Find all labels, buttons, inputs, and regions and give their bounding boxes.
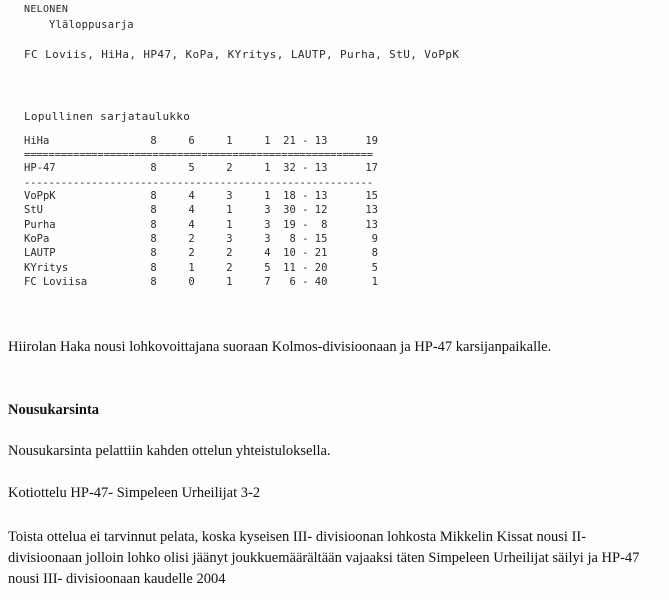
table-row: [24, 232, 378, 246]
standings-table: [24, 134, 378, 290]
series-subtitle: Yläloppusarja: [49, 19, 134, 31]
row-text: FC Loviisa 8 0 1 7 6 - 40 1: [24, 276, 379, 289]
row-text: KoPa 8 2 3 3 8 - 15 9: [24, 232, 379, 245]
paragraph-second-match: Toista ottelua ei tarvinnut pelata, koska kyseisen III- divisioonan lohkosta Mikkelin Kissat nousi II- divisioonaan jolloin lohko olisi jäänyt joukkuemäärältään vajaaksi täten Simpeleen Urheilijat säilyi ja HP-47 nousi III- divisioonaan kaudelle 2004: [8, 529, 644, 587]
table-row: [24, 218, 378, 232]
table-row: [24, 275, 378, 289]
table-separator-double: =========================================================: [24, 149, 373, 162]
row-text: HP-47 8 5 2 1 32 - 13 17: [24, 162, 379, 175]
heading-nousukarsinta: Nousukarsinta: [8, 402, 100, 418]
teams-list: FC Loviis, HiHa, HP47, KoPa, KYritys, LAUTP, Purha, StU, VoPpK: [24, 48, 460, 61]
table-row: [24, 189, 378, 203]
row-text: KYritys 8 1 2 5 11 - 20 5: [24, 261, 379, 274]
table-separator-single: ---------------------------------------------------------: [24, 176, 373, 189]
row-text: Purha 8 4 1 3 19 - 8 13: [24, 218, 379, 231]
table-row: [24, 203, 378, 217]
series-title: NELONEN: [24, 4, 69, 15]
table-row: [24, 134, 378, 148]
paragraph-promotion: Hiirolan Haka nousi lohkovoittajana suoraan Kolmos-divisioonaan ja HP-47 karsijanpaikalle.: [8, 339, 552, 355]
table-row: [24, 261, 378, 275]
table-row: [24, 161, 378, 175]
table-row: [24, 246, 378, 260]
paragraph-playoff-format: Nousukarsinta pelattiin kahden ottelun yhteistuloksella.: [8, 443, 331, 459]
paragraph-home-match: Kotiottelu HP-47- Simpeleen Urheilijat 3-2: [8, 485, 261, 501]
row-text: LAUTP 8 2 2 4 10 - 21 8: [24, 247, 379, 260]
row-text: VoPpK 8 4 3 1 18 - 13 15: [24, 189, 379, 202]
row-text: HiHa 8 6 1 1 21 - 13 19: [24, 135, 379, 147]
table-caption: Lopullinen sarjataulukko: [24, 110, 191, 123]
row-text: StU 8 4 1 3 30 - 12 13: [24, 204, 379, 217]
